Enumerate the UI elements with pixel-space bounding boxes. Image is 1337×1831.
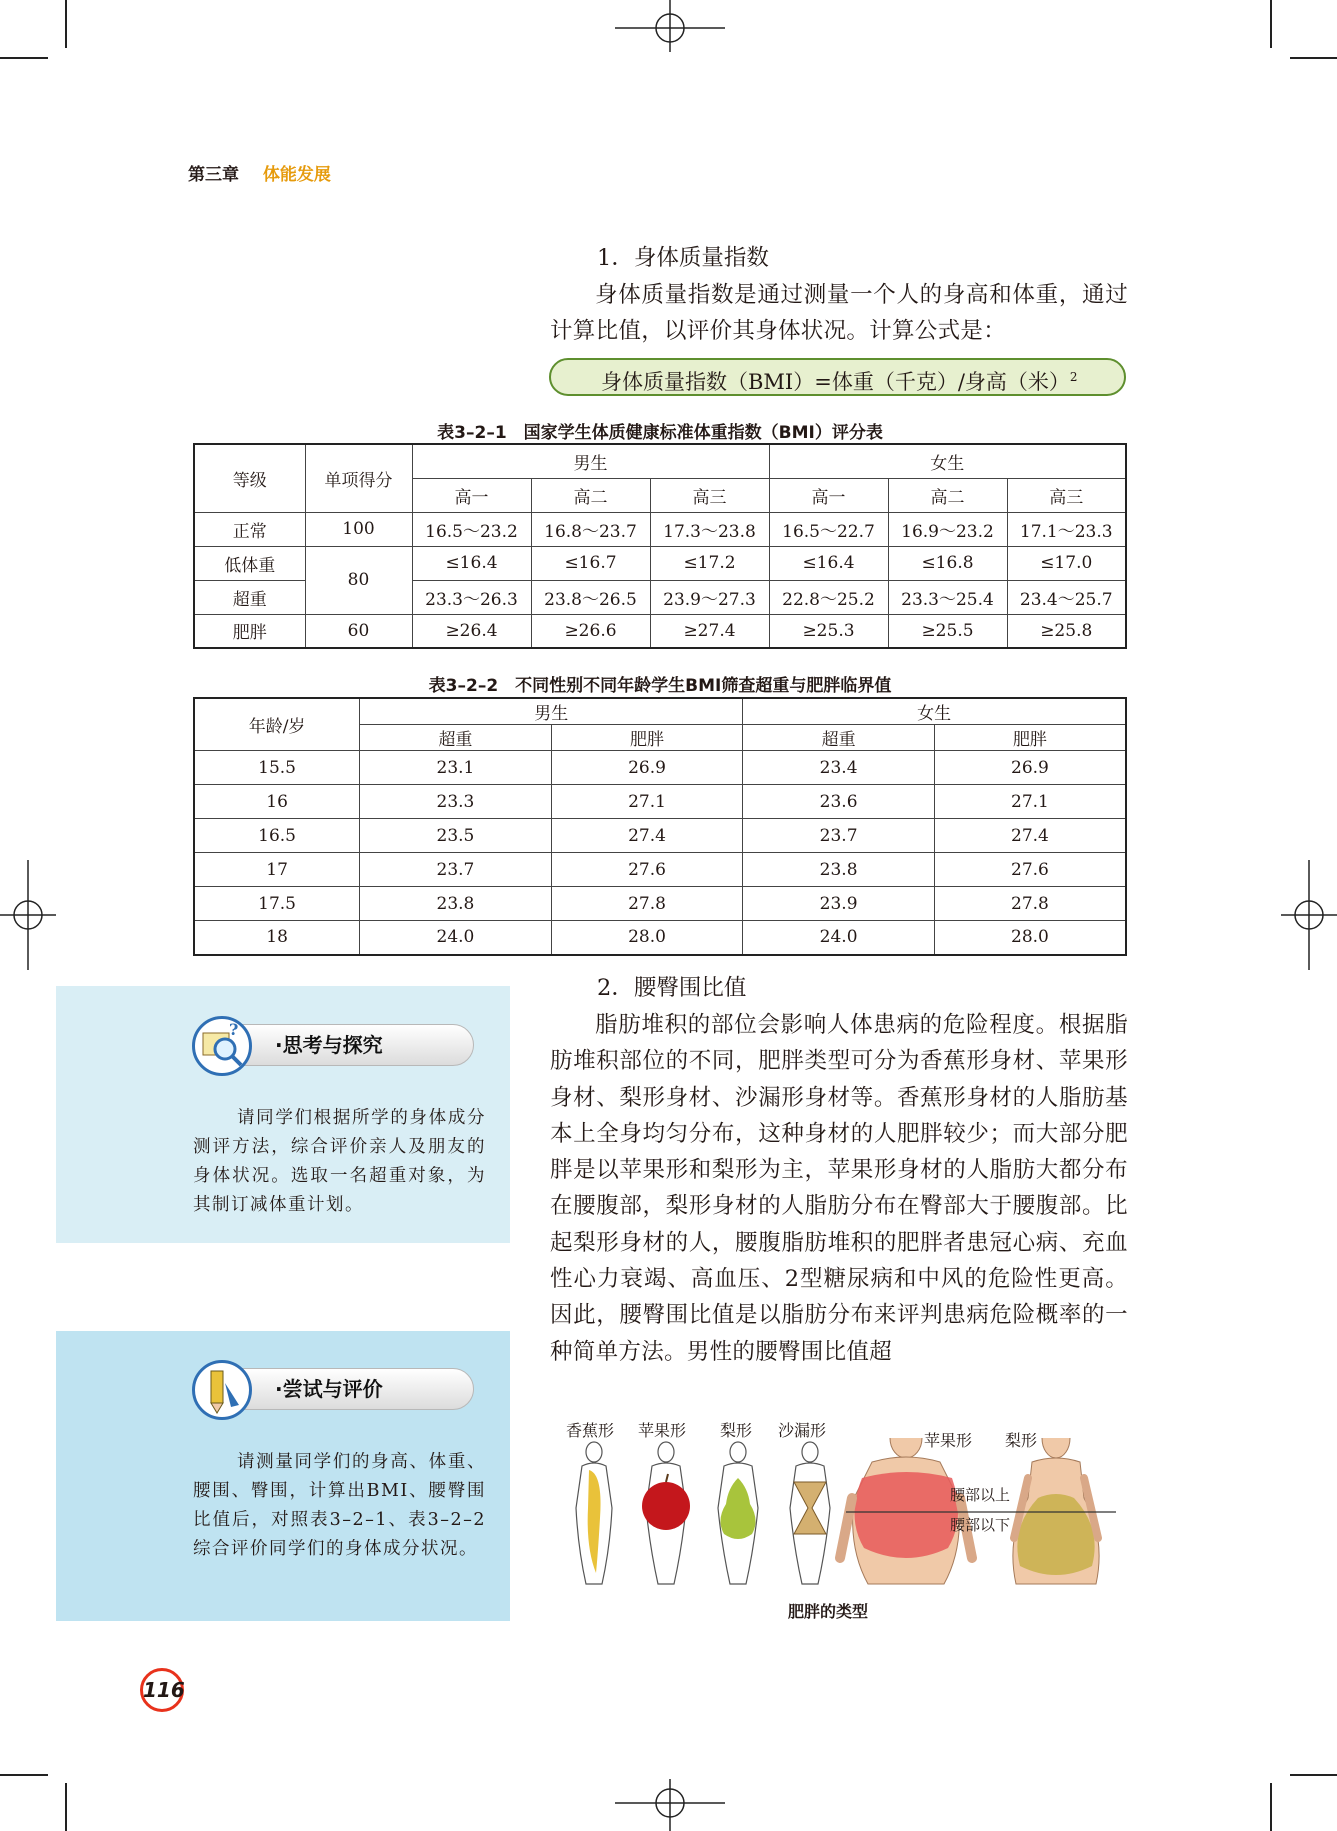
value-cell: 26.9 bbox=[551, 751, 743, 785]
value-cell: ≥26.6 bbox=[531, 614, 650, 648]
value-cell: 23.4 bbox=[743, 751, 935, 785]
value-cell: 23.9 bbox=[743, 887, 935, 921]
section2-heading: 2．腰臀围比值 bbox=[597, 975, 747, 1001]
figure-label-hourglass: 沙漏形 bbox=[778, 1421, 827, 1440]
value-cell: 27.8 bbox=[934, 887, 1126, 921]
magnifier-icon bbox=[192, 1016, 252, 1076]
value-cell: 17.1～23.3 bbox=[1007, 512, 1126, 546]
value-cell: ≤16.4 bbox=[769, 546, 888, 580]
age-cell: 17.5 bbox=[194, 887, 360, 921]
level-cell: 低体重 bbox=[194, 546, 305, 580]
above-waist-label: 腰部以上 bbox=[950, 1486, 1011, 1504]
value-cell: 27.4 bbox=[551, 819, 743, 853]
table-row bbox=[194, 887, 1126, 921]
value-cell: ≥26.4 bbox=[412, 614, 531, 648]
value-cell: ≤16.8 bbox=[888, 546, 1007, 580]
think-explore-text: 请同学们根据所学的身体成分测评方法，综合评价亲人及朋友的身体状况。选取一名超重对象，为其制订减体重计划。 bbox=[193, 1108, 486, 1215]
figure-label-apple-body: 苹果形 bbox=[924, 1431, 973, 1450]
banana-silhouette bbox=[576, 1442, 612, 1584]
formula-exponent: 2 bbox=[1069, 370, 1078, 384]
value-cell: 28.0 bbox=[551, 921, 743, 955]
chapter-name: 体能发展 bbox=[262, 165, 331, 185]
bmi-formula-text: 身体质量指数（BMI）=体重（千克）/身高（米） bbox=[601, 370, 1070, 394]
age-cell: 15.5 bbox=[194, 751, 360, 785]
value-cell: ≥27.4 bbox=[650, 614, 769, 648]
value-cell: 16.9～23.2 bbox=[888, 512, 1007, 546]
chapter-header bbox=[188, 160, 331, 185]
table-row bbox=[194, 853, 1126, 887]
value-cell: 27.6 bbox=[551, 853, 743, 887]
header-age: 年龄/岁 bbox=[194, 698, 360, 751]
crop-mark bbox=[1290, 57, 1337, 59]
crop-mark bbox=[65, 0, 67, 48]
age-cell: 17 bbox=[194, 853, 360, 887]
value-cell: 23.3～25.4 bbox=[888, 580, 1007, 614]
table-row bbox=[194, 819, 1126, 853]
score-cell: 60 bbox=[305, 614, 412, 648]
age-cell: 16 bbox=[194, 785, 360, 819]
svg-text:?: ? bbox=[229, 1020, 239, 1039]
header-female: 女生 bbox=[769, 444, 1126, 478]
value-cell: 23.8 bbox=[743, 853, 935, 887]
score-cell: 80 bbox=[305, 546, 412, 614]
hourglass-silhouette bbox=[790, 1442, 830, 1584]
table-row bbox=[194, 546, 1126, 580]
value-cell: 16.8～23.7 bbox=[531, 512, 650, 546]
value-cell: 24.0 bbox=[360, 921, 552, 955]
value-cell: 23.5 bbox=[360, 819, 552, 853]
level-cell: 肥胖 bbox=[194, 614, 305, 648]
header-grade: 高一 bbox=[769, 478, 888, 512]
try-evaluate-text: 请测量同学们的身高、体重、腰围、臀围，计算出BMI、腰臀围比值后，对照表3–2–1、表3–2–2综合评价同学们的身体成分状况。 bbox=[193, 1452, 486, 1559]
value-cell: ≤17.0 bbox=[1007, 546, 1126, 580]
header-female: 女生 bbox=[743, 698, 1126, 725]
level-cell: 超重 bbox=[194, 580, 305, 614]
table-row bbox=[194, 614, 1126, 648]
value-cell: 22.8～25.2 bbox=[769, 580, 888, 614]
header-grade: 高一 bbox=[412, 478, 531, 512]
figure-label-apple: 苹果形 bbox=[638, 1421, 687, 1440]
below-waist-label: 腰部以下 bbox=[950, 1516, 1011, 1534]
header-sub: 超重 bbox=[743, 725, 935, 751]
value-cell: ≤16.4 bbox=[412, 546, 531, 580]
score-cell: 100 bbox=[305, 512, 412, 546]
value-cell: 23.6 bbox=[743, 785, 935, 819]
header-grade: 高三 bbox=[650, 478, 769, 512]
table-row bbox=[194, 751, 1126, 785]
crop-mark bbox=[1290, 1774, 1337, 1776]
pencil-icon bbox=[192, 1360, 252, 1420]
value-cell: 27.6 bbox=[934, 853, 1126, 887]
chapter-number: 第三章 bbox=[188, 165, 239, 185]
crop-mark bbox=[1270, 0, 1272, 48]
pear-body-illustration bbox=[1013, 1438, 1099, 1584]
header-male: 男生 bbox=[412, 444, 769, 478]
table-row bbox=[194, 512, 1126, 546]
header-level: 等级 bbox=[194, 444, 305, 512]
value-cell: 23.7 bbox=[743, 819, 935, 853]
value-cell: 17.3～23.8 bbox=[650, 512, 769, 546]
header-grade: 高二 bbox=[888, 478, 1007, 512]
section1-paragraph: 身体质量指数是通过测量一个人的身高和体重，通过计算比值，以评价其身体状况。计算公式是： bbox=[550, 282, 1128, 345]
value-cell: ≥25.8 bbox=[1007, 614, 1126, 648]
header-score: 单项得分 bbox=[305, 444, 412, 512]
think-explore-title: ·思考与探究 bbox=[275, 1033, 383, 1057]
apple-silhouette bbox=[642, 1442, 690, 1584]
value-cell: 23.3～26.3 bbox=[412, 580, 531, 614]
value-cell: ≥25.3 bbox=[769, 614, 888, 648]
value-cell: 16.5～22.7 bbox=[769, 512, 888, 546]
section1-heading: 1．身体质量指数 bbox=[597, 245, 769, 271]
crop-mark bbox=[0, 1774, 48, 1776]
value-cell: 27.1 bbox=[551, 785, 743, 819]
header-male: 男生 bbox=[360, 698, 743, 725]
value-cell: 23.7 bbox=[360, 853, 552, 887]
bmi-score-table bbox=[193, 443, 1127, 649]
page-number: 116 bbox=[140, 1668, 184, 1712]
figure-label-pear: 梨形 bbox=[720, 1421, 753, 1440]
age-cell: 18 bbox=[194, 921, 360, 955]
table1-caption: 表3–2–1 国家学生体质健康标准体重指数（BMI）评分表 bbox=[437, 423, 883, 443]
value-cell: 23.9～27.3 bbox=[650, 580, 769, 614]
registration-mark-bottom bbox=[600, 1771, 740, 1831]
registration-mark-right bbox=[1277, 855, 1337, 975]
try-evaluate-title: ·尝试与评价 bbox=[275, 1377, 383, 1401]
header-sub: 肥胖 bbox=[934, 725, 1126, 751]
header-sub: 超重 bbox=[360, 725, 552, 751]
crop-mark bbox=[1270, 1783, 1272, 1831]
obesity-types-figure bbox=[556, 1438, 1116, 1588]
value-cell: 23.4～25.7 bbox=[1007, 580, 1126, 614]
figure-label-banana: 香蕉形 bbox=[566, 1421, 615, 1440]
value-cell: 27.1 bbox=[934, 785, 1126, 819]
value-cell: ≤17.2 bbox=[650, 546, 769, 580]
value-cell: ≤16.7 bbox=[531, 546, 650, 580]
value-cell: 16.5～23.2 bbox=[412, 512, 531, 546]
apple-body-illustration bbox=[840, 1438, 972, 1584]
think-explore-box bbox=[56, 986, 510, 1243]
crop-mark bbox=[65, 1783, 67, 1831]
value-cell: 23.8 bbox=[360, 887, 552, 921]
section2-paragraph: 脂肪堆积的部位会影响人体患病的危险程度。根据脂肪堆积部位的不同，肥胖类型可分为香蕉形身材、苹果形身材、梨形身材、沙漏形身材等。香蕉形身材的人脂肪基本上全身均匀分布，这种身材的人肥胖较少；而大部分肥胖是以苹果形和梨形为主，苹果形身材的人脂肪大都分布在腰腹部，梨形身材的人脂肪分布在臀部大于腰腹部。比起梨形身材的人，腰腹脂肪堆积的肥胖者患冠心病、充血性心力衰竭、高血压、2型糖尿病和中风的危险性更高。因此，腰臀围比值是以脂肪分布来评判患病危险概率的一种简单方法。男性的腰臀围比值超 bbox=[550, 1012, 1128, 1365]
table2-caption: 表3–2–2 不同性别不同年龄学生BMI筛查超重与肥胖临界值 bbox=[428, 676, 892, 696]
header-grade: 高二 bbox=[531, 478, 650, 512]
figure-label-pear-body: 梨形 bbox=[1005, 1431, 1038, 1450]
table-row bbox=[194, 921, 1126, 955]
crop-mark bbox=[0, 57, 48, 59]
pear-silhouette bbox=[718, 1442, 758, 1584]
value-cell: 28.0 bbox=[934, 921, 1126, 955]
bmi-formula bbox=[549, 358, 1126, 396]
figure-caption: 肥胖的类型 bbox=[788, 1602, 869, 1621]
header-grade: 高三 bbox=[1007, 478, 1126, 512]
level-cell: 正常 bbox=[194, 512, 305, 546]
age-cell: 16.5 bbox=[194, 819, 360, 853]
value-cell: 24.0 bbox=[743, 921, 935, 955]
value-cell: 23.3 bbox=[360, 785, 552, 819]
registration-mark-left bbox=[0, 855, 60, 975]
value-cell: 27.8 bbox=[551, 887, 743, 921]
try-evaluate-box bbox=[56, 1331, 510, 1621]
bmi-threshold-table bbox=[193, 697, 1127, 956]
table-row bbox=[194, 785, 1126, 819]
registration-mark-top bbox=[600, 0, 740, 60]
value-cell: ≥25.5 bbox=[888, 614, 1007, 648]
value-cell: 23.1 bbox=[360, 751, 552, 785]
value-cell: 23.8～26.5 bbox=[531, 580, 650, 614]
header-sub: 肥胖 bbox=[551, 725, 743, 751]
value-cell: 26.9 bbox=[934, 751, 1126, 785]
value-cell: 27.4 bbox=[934, 819, 1126, 853]
